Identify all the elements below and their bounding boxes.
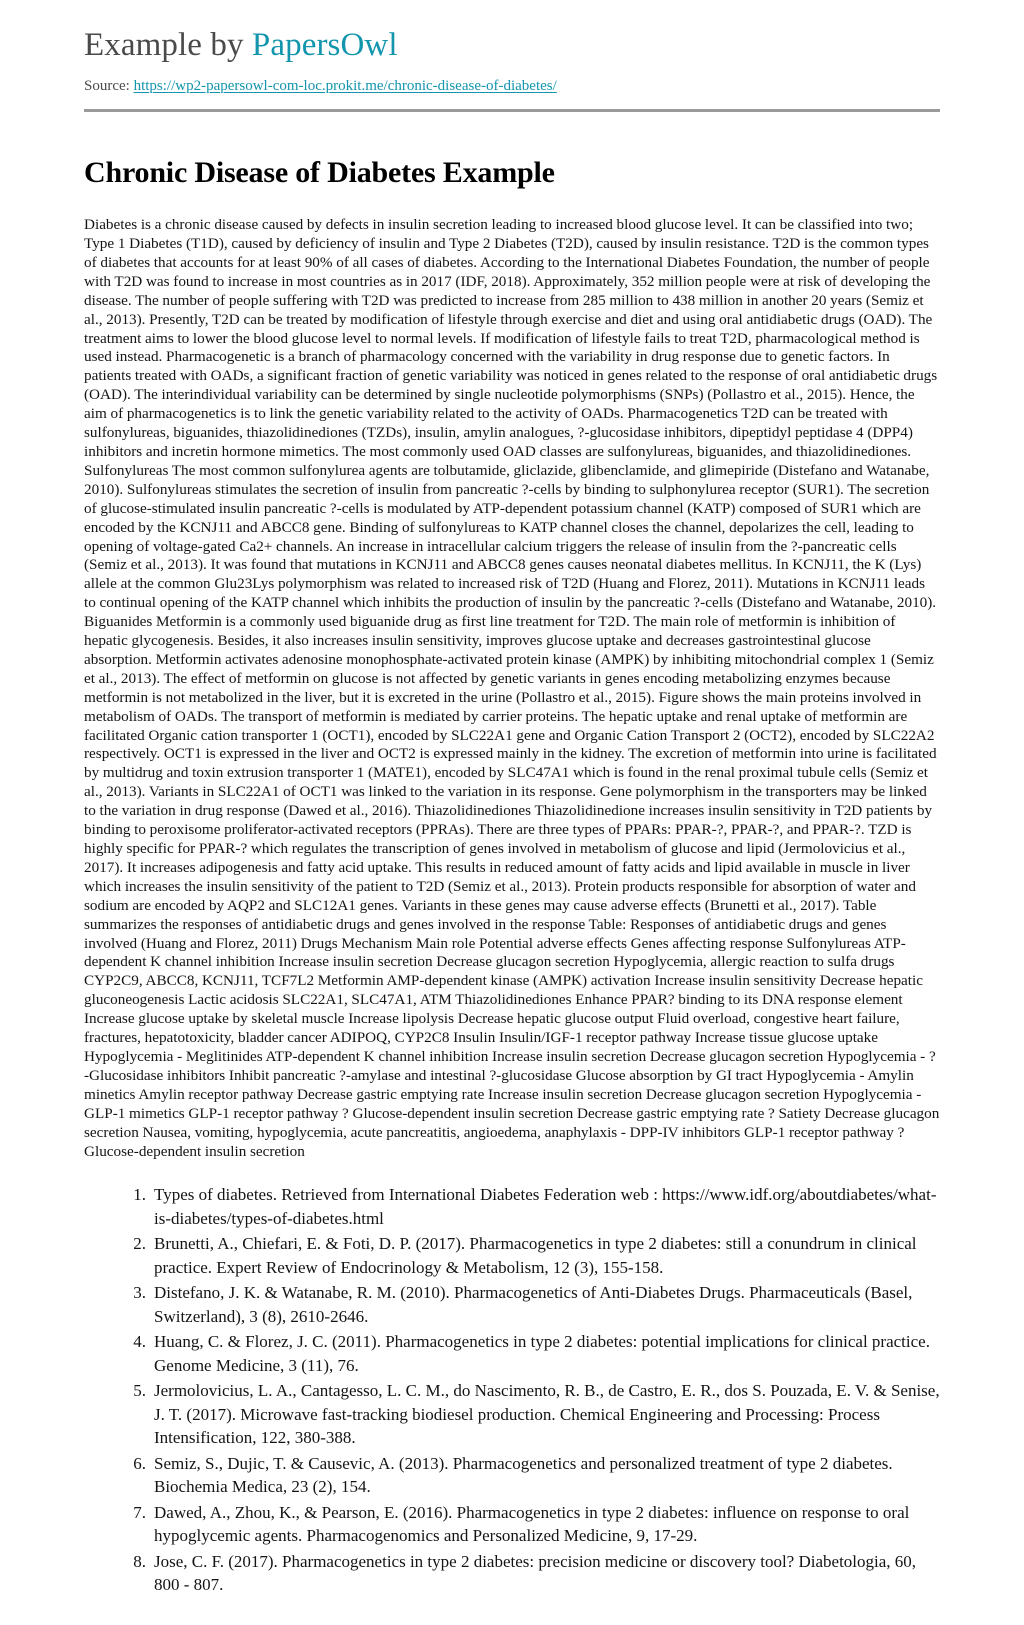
list-item: [124, 1550, 940, 1597]
reference-text: Types of diabetes. Retrieved from International Diabetes Federation web : https://www.idf.org/aboutdiabetes/what-is-diabetes/types-of-diabetes.html: [154, 1185, 937, 1228]
source-line: [84, 78, 940, 95]
article-body-paragraph: Diabetes is a chronic disease caused by defects in insulin secretion leading to increased blood glucose level. It can be classified into two; Type 1 Diabetes (T1D), caused by deficiency of insulin and Type 2 Diabetes (T2D), caused by insulin resistance. T2D is the common types of diabetes that accounts for at least 90% of all cases of diabetes. According to the International Diabetes Foundation, the number of people with T2D was found to increase in most countries as in 2017 (IDF, 2018). Approximately, 352 million people were at risk of developing the disease. The number of people suffering with T2D was predicted to increase from 285 million to 438 million in another 20 years (Semiz et al., 2013). Presently, T2D can be treated by modification of lifestyle through exercise and diet and using oral antidiabetic drugs (OAD). The treatment aims to lower the blood glucose level to normal levels. If modification of lifestyle fails to treat T2D, pharmacological method is used instead. Pharmacogenetic is a branch of pharmacology concerned with the variability in drug response due to genetic factors. In patients treated with OADs, a significant fraction of genetic variability was noticed in genes related to the response of oral antidiabetic drugs (OAD). The interindividual variability can be determined by single nucleotide polymorphisms (SNPs) (Pollastro et al., 2015). Hence, the aim of pharmacogenetics is to link the genetic variability related to the activity of OADs. Pharmacogenetics T2D can be treated with sulfonylureas, biguanides, thiazolidinediones (TZDs), insulin, amylin analogues, ?-glucosidase inhibitors, dipeptidyl peptidase 4 (DPP4) inhibitors and incretin hormone mimetics. The most commonly used OAD classes are sulfonylureas, biguanides, and thiazolidinediones. Sulfonylureas The most common sulfonylurea agents are tolbutamide, gliclazide, glibenclamide, and glimepiride (Distefano and Watanabe, 2010). Sulfonylureas stimulates the secretion of insulin from pancreatic ?-cells by binding to sulphonylurea receptor (SUR1). The secretion of glucose-stimulated insulin pancreatic ?-cells is modulated by ATP-dependent potassium channel (KATP) composed of SUR1 which are encoded by the KCNJ11 and ABCC8 gene. Binding of sulfonylureas to KATP channel closes the channel, depolarizes the cell, leading to opening of voltage-gated Ca2+ channels. An increase in intracellular calcium triggers the release of insulin from the ?-pancreatic cells (Semiz et al., 2013). It was found that mutations in KCNJ11 and ABCC8 genes causes neonatal diabetes mellitus. In KCNJ11, the K (Lys) allele at the common Glu23Lys polymorphism was related to increased risk of T2D (Huang and Florez, 2011). Mutations in KCNJ11 leads to continual opening of the KATP channel which inhibits the production of insulin by the pancreatic ?-cells (Distefano and Watanabe, 2010). Biguanides Metformin is a commonly used biguanide drug as first line treatment for T2D. The main role of metformin is inhibition of hepatic glycogenesis. Besides, it also increases insulin sensitivity, improves glucose uptake and decreases gastrointestinal glucose absorption. Metformin activates adenosine monophosphate-activated protein kinase (AMPK) by inhibiting mitochondrial complex 1 (Semiz et al., 2013). The effect of metformin on glucose is not affected by genetic variants in genes encoding metabolizing enzymes because metformin is not metabolized in the liver, but it is excreted in the urine (Pollastro et al., 2015). Figure shows the main proteins involved in metabolism of OADs. The transport of metformin is mediated by carrier proteins. The hepatic uptake and renal uptake of metformin are facilitated Organic cation transporter 1 (OCT1), encoded by SLC22A1 gene and Organic Cation Transport 2 (OCT2), encoded by SLC22A2 respectively. OCT1 is expressed in the liver and OCT2 is expressed mainly in the kidney. The excretion of metformin into urine is facilitated by multidrug and toxin extrusion transporter 1 (MATE1), encoded by SLC47A1 which is found in the renal proximal tubule cells (Semiz et al., 2013). Variants in SLC22A1 of OCT1 was linked to the variation in its response. Gene polymorphism in the transporters may be linked to the variation in drug response (Dawed et al., 2016). Thiazolidinediones Thiazolidinedione increases insulin sensitivity in T2D patients by binding to peroxisome proliferator-activated receptors (PPRAs). There are three types of PPARs: PPAR-?, PPAR-?, and PPAR-?. TZD is highly specific for PPAR-? which regulates the transcription of genes involved in metabolism of glucose and lipid (Jermolovicius et al., 2017). It increases adipogenesis and fatty acid uptake. This results in reduced amount of fatty acids and lipid available in muscle in liver which increases the insulin sensitivity of the patient to T2D (Semiz et al., 2013). Protein products responsible for absorption of water and sodium are encoded by AQP2 and SLC12A1 genes. Variants in these genes may cause adverse effects (Brunetti et al., 2017). Table summarizes the responses of antidiabetic drugs and genes involved in the response Table: Responses of antidiabetic drugs and genes involved (Huang and Florez, 2011) Drugs Mechanism Main role Potential adverse effects Genes affecting response Sulfonylureas ATP-dependent K channel inhibition Increase insulin secretion Decrease glucagon secretion Hypoglycemia, allergic reaction to sulfa drugs CYP2C9, ABCC8, KCNJ11, TCF7L2 Metformin AMP-dependent kinase (AMPK) activation Increase insulin sensitivity Decrease hepatic gluconeogenesis Lactic acidosis SLC22A1, SLC47A1, ATM Thiazolidinediones Enhance PPAR? binding to its DNA response element Increase glucose uptake by skeletal muscle Increase lipolysis Decrease hepatic glucose output Fluid overload, congestive heart failure, fractures, hepatotoxicity, bladder cancer ADIPOQ, CYP2C8 Insulin Insulin/IGF-1 receptor pathway Increase tissue glucose uptake Hypoglycemia - Meglitinides ATP-dependent K channel inhibition Increase insulin secretion Decrease glucagon secretion Hypoglycemia - ?-Glucosidase inhibitors Inhibit pancreatic ?-amylase and intestinal ?-glucosidase Glucose absorption by GI tract Hypoglycemia - Amylin minetics Amylin receptor pathway Decrease gastric emptying rate Increase insulin secretion Decrease glucagon secretion Hypoglycemia - GLP-1 mimetics GLP-1 receptor pathway ? Glucose-dependent insulin secretion Decrease gastric emptying rate ? Satiety Decrease glucagon secretion Nausea, vomiting, hypoglycemia, acute pancreatitis, angioedema, anaphylaxis - DPP-IV inhibitors GLP-1 receptor pathway ? Glucose-dependent insulin secretion: [84, 216, 940, 1160]
list-item: [124, 1281, 940, 1328]
page-bottom-spacer: [84, 1599, 940, 1625]
list-item: [124, 1330, 940, 1377]
list-item: [124, 1232, 940, 1279]
reference-text: Brunetti, A., Chiefari, E. & Foti, D. P. (2017). Pharmacogenetics in type 2 diabetes: still a conundrum in clinical practice. Expert Review of Endocrinology & Metabolism, 12 (3), 155-158.: [154, 1234, 917, 1277]
reference-text: Semiz, S., Dujic, T. & Causevic, A. (2013). Pharmacogenetics and personalized treatment of type 2 diabetes. Biochemia Medica, 23 (2), 154.: [154, 1453, 893, 1497]
page-title: Chronic Disease of Diabetes Example: [84, 155, 555, 189]
references-list: [84, 1183, 940, 1597]
list-item: [124, 1501, 940, 1548]
reference-text: Dawed, A., Zhou, K., & Pearson, E. (2016). Pharmacogenetics in type 2 diabetes: influence on response to oral hypoglycemic agents. Pharmacogenomics and Personalized Medicine, 9, 17-29.: [154, 1502, 910, 1546]
article-content: [0, 112, 1024, 1625]
list-item: [124, 1379, 940, 1450]
brand-heading: [84, 26, 940, 66]
reference-text: Jermolovicius, L. A., Cantagesso, L. C. M., do Nascimento, R. B., de Castro, E. R., dos S. Pouzada, E. V. & Senise, J. T. (2017). Microwave fast-tracking biodiesel production. Chemical Engineering and Processing: Process Intensification, 122, 380-388.: [154, 1381, 940, 1448]
page-header: [0, 0, 1024, 95]
list-item: [124, 1452, 940, 1499]
source-url-link[interactable]: https://wp2-papersowl-com-loc.prokit.me/chronic-disease-of-diabetes/: [133, 77, 557, 94]
brand-name-text: PapersOwl: [251, 27, 398, 63]
list-item: [124, 1183, 940, 1230]
reference-text: Jose, C. F. (2017). Pharmacogenetics in type 2 diabetes: precision medicine or discovery tool? Diabetologia, 60, 800 - 807.: [154, 1551, 917, 1595]
brand-prefix-text: Example by: [84, 27, 252, 63]
reference-text: Huang, C. & Florez, J. C. (2011). Pharmacogenetics in type 2 diabetes: potential implications for clinical practice. Genome Medicine, 3 (11), 76.: [154, 1332, 930, 1375]
source-label: Source:: [84, 77, 130, 94]
reference-text: Distefano, J. K. & Watanabe, R. M. (2010). Pharmacogenetics of Anti-Diabetes Drugs. Pharmaceuticals (Basel, Switzerland), 3 (8), 2610-2646.: [154, 1283, 913, 1326]
